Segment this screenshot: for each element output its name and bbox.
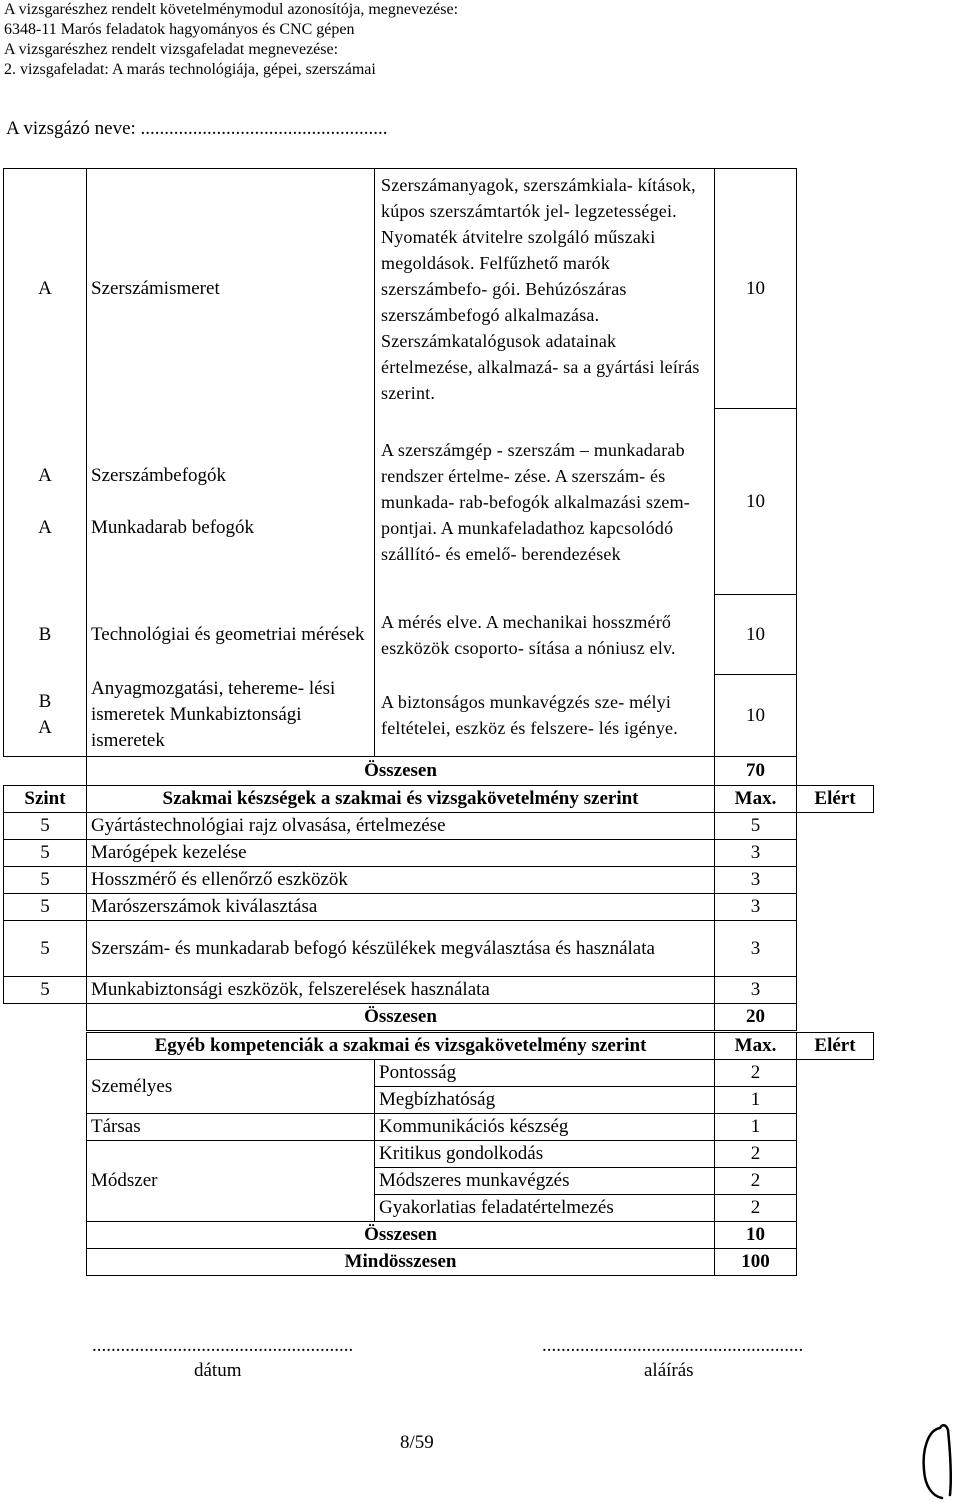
max-cell: 1 xyxy=(715,1087,797,1114)
achieved-header: Elért xyxy=(797,786,874,813)
achieved-cell xyxy=(797,894,874,921)
max-cell: 5 xyxy=(715,813,797,840)
max-cell: 2 xyxy=(715,1168,797,1195)
header-line-1: A vizsgarészhez rendelt követelménymodul azonosítója, megnevezése: xyxy=(4,1,459,18)
table-row xyxy=(87,1060,874,1087)
skill-name: Szerszám- és munkadarab befogó készülékek megválasztása és használata xyxy=(87,921,715,977)
description-cell: Szerszámanyagok, szerszámkiala- kítások, kúpos szerszámtartók jel- legzetességei. Nyomaték átvitelre szolgáló műszaki megoldások. Felfűzhető marók szerszámbefo- gói. Behúzószáras szerszámbefogó alkalmazása. Szerszámkatalógusok adatainak értelmezése, alkalmazá- sa a gyártási leírás szerint. xyxy=(375,169,715,409)
knowledge-total-row xyxy=(4,757,797,786)
header-line-3: A vizsgarészhez rendelt vizsgafeladat megnevezése: xyxy=(4,41,339,58)
skill-name: Marószerszámok kiválasztása xyxy=(87,894,715,921)
achieved-cell xyxy=(797,867,874,894)
header-line-4: 2. vizsgafeladat: A marás technológiája, gépei, szerszámai xyxy=(4,61,376,78)
skill-name: Gyártástechnológiai rajz olvasása, értelmezése xyxy=(87,813,715,840)
topic-cell: Szerszámbefogók Munkadarab befogók xyxy=(87,409,375,595)
level-cell: B A xyxy=(4,675,87,757)
level-cell: 5 xyxy=(4,867,87,894)
table-row xyxy=(4,409,797,595)
achieved-cell xyxy=(797,1060,874,1087)
skill-name: Munkabiztonsági eszközök, felszerelések használata xyxy=(87,977,715,1004)
achieved-cell xyxy=(797,921,874,977)
competency-name: Kommunikációs készség xyxy=(375,1114,715,1141)
achieved-cell xyxy=(797,840,874,867)
grand-total-label: Mindösszesen xyxy=(87,1249,715,1276)
date-label: dátum xyxy=(194,1360,242,1381)
total-label: Összesen xyxy=(87,757,715,786)
max-header: Max. xyxy=(715,786,797,813)
grand-total-row xyxy=(87,1249,874,1276)
signature-label: aláírás xyxy=(644,1360,694,1381)
level-cell: A A xyxy=(4,409,87,595)
achieved-header: Elért xyxy=(797,1033,874,1060)
competency-name: Gyakorlatias feladatértelmezés xyxy=(375,1195,715,1222)
page-number: 8/59 xyxy=(400,1432,434,1453)
level-cell: 5 xyxy=(4,894,87,921)
competency-name: Módszeres munkavégzés xyxy=(375,1168,715,1195)
total-value: 10 xyxy=(715,1222,797,1249)
topic-cell: Technológiai és geometriai mérések xyxy=(87,595,375,675)
total-label: Összesen xyxy=(87,1004,715,1031)
table-row xyxy=(87,1114,874,1141)
level-cell: B xyxy=(4,595,87,675)
date-line: ....................................................... xyxy=(92,1335,354,1356)
level-cell: 5 xyxy=(4,921,87,977)
skills-header-row xyxy=(4,786,874,813)
table-row xyxy=(4,840,874,867)
achieved-cell xyxy=(797,1141,874,1168)
skill-name: Marógépek kezelése xyxy=(87,840,715,867)
level-cell: 5 xyxy=(4,813,87,840)
skills-table xyxy=(3,785,874,1031)
max-cell: 2 xyxy=(715,1195,797,1222)
level-cell: 5 xyxy=(4,840,87,867)
achieved-cell xyxy=(797,1168,874,1195)
description-cell: A biztonságos munkavégzés sze- mélyi feltételei, eszköz és felszere- lés igénye. xyxy=(375,675,715,757)
level-cell: A xyxy=(4,169,87,409)
handwritten-mark-icon xyxy=(910,1420,960,1503)
header-line-2: 6348-11 Marós feladatok hagyományos és CNC gépen xyxy=(4,21,355,38)
achieved-cell xyxy=(797,1195,874,1222)
achieved-cell xyxy=(797,977,874,1004)
topic-cell: Anyagmozgatási, tehereme- lési ismeretek Munkabiztonsági ismeretek xyxy=(87,675,375,757)
max-cell: 2 xyxy=(715,1141,797,1168)
max-cell: 3 xyxy=(715,894,797,921)
competencies-header-row xyxy=(87,1033,874,1060)
topic-cell: Szerszámismeret xyxy=(87,169,375,409)
max-cell: 3 xyxy=(715,921,797,977)
competencies-title: Egyéb kompetenciák a szakmai és vizsgakövetelmény szerint xyxy=(87,1033,715,1060)
skills-total-row xyxy=(4,1004,874,1031)
achieved-cell xyxy=(797,1114,874,1141)
competencies-table xyxy=(86,1032,874,1276)
document-header xyxy=(4,0,458,80)
table-row xyxy=(87,1141,874,1168)
points-cell: 10 xyxy=(715,675,797,757)
table-row xyxy=(4,867,874,894)
competency-name: Megbízhatóság xyxy=(375,1087,715,1114)
table-row xyxy=(4,675,797,757)
total-label: Összesen xyxy=(87,1222,715,1249)
total-value: 70 xyxy=(715,757,797,786)
table-row xyxy=(4,921,874,977)
max-cell: 3 xyxy=(715,840,797,867)
table-row xyxy=(4,977,874,1004)
table-row xyxy=(4,169,797,409)
max-cell: 3 xyxy=(715,977,797,1004)
description-cell: A mérés elve. A mechanikai hosszmérő eszközök csoporto- sítása a nóniusz elv. xyxy=(375,595,715,675)
level-cell: 5 xyxy=(4,977,87,1004)
group-cell: Társas xyxy=(87,1114,375,1141)
competencies-total-row xyxy=(87,1222,874,1249)
max-cell: 3 xyxy=(715,867,797,894)
max-cell: 2 xyxy=(715,1060,797,1087)
level-header: Szint xyxy=(4,786,87,813)
total-value: 20 xyxy=(715,1004,797,1031)
competency-name: Pontosság xyxy=(375,1060,715,1087)
skill-name: Hosszmérő és ellenőrző eszközök xyxy=(87,867,715,894)
group-cell: Személyes xyxy=(87,1060,375,1114)
points-cell: 10 xyxy=(715,595,797,675)
achieved-cell xyxy=(797,813,874,840)
knowledge-table xyxy=(3,168,797,786)
description-cell: A szerszámgép - szerszám – munkadarab rendszer értelme- zése. A szerszám- és munkada- rab-befogók alkalmazási szem- pontjai. A munkafeladathoz kapcsolódó szállító- és emelő- berendezések xyxy=(375,409,715,595)
grand-total-value: 100 xyxy=(715,1249,797,1276)
max-cell: 1 xyxy=(715,1114,797,1141)
points-cell: 10 xyxy=(715,409,797,595)
max-header: Max. xyxy=(715,1033,797,1060)
examinee-name-line: A vizsgázó neve: .................................................... xyxy=(6,118,388,139)
competency-name: Kritikus gondolkodás xyxy=(375,1141,715,1168)
skills-title: Szakmai készségek a szakmai és vizsgakövetelmény szerint xyxy=(87,786,715,813)
signature-line: ....................................................... xyxy=(542,1335,804,1356)
group-cell: Módszer xyxy=(87,1141,375,1222)
achieved-cell xyxy=(797,1087,874,1114)
table-row xyxy=(4,595,797,675)
table-row xyxy=(4,813,874,840)
points-cell: 10 xyxy=(715,169,797,409)
table-row xyxy=(4,894,874,921)
